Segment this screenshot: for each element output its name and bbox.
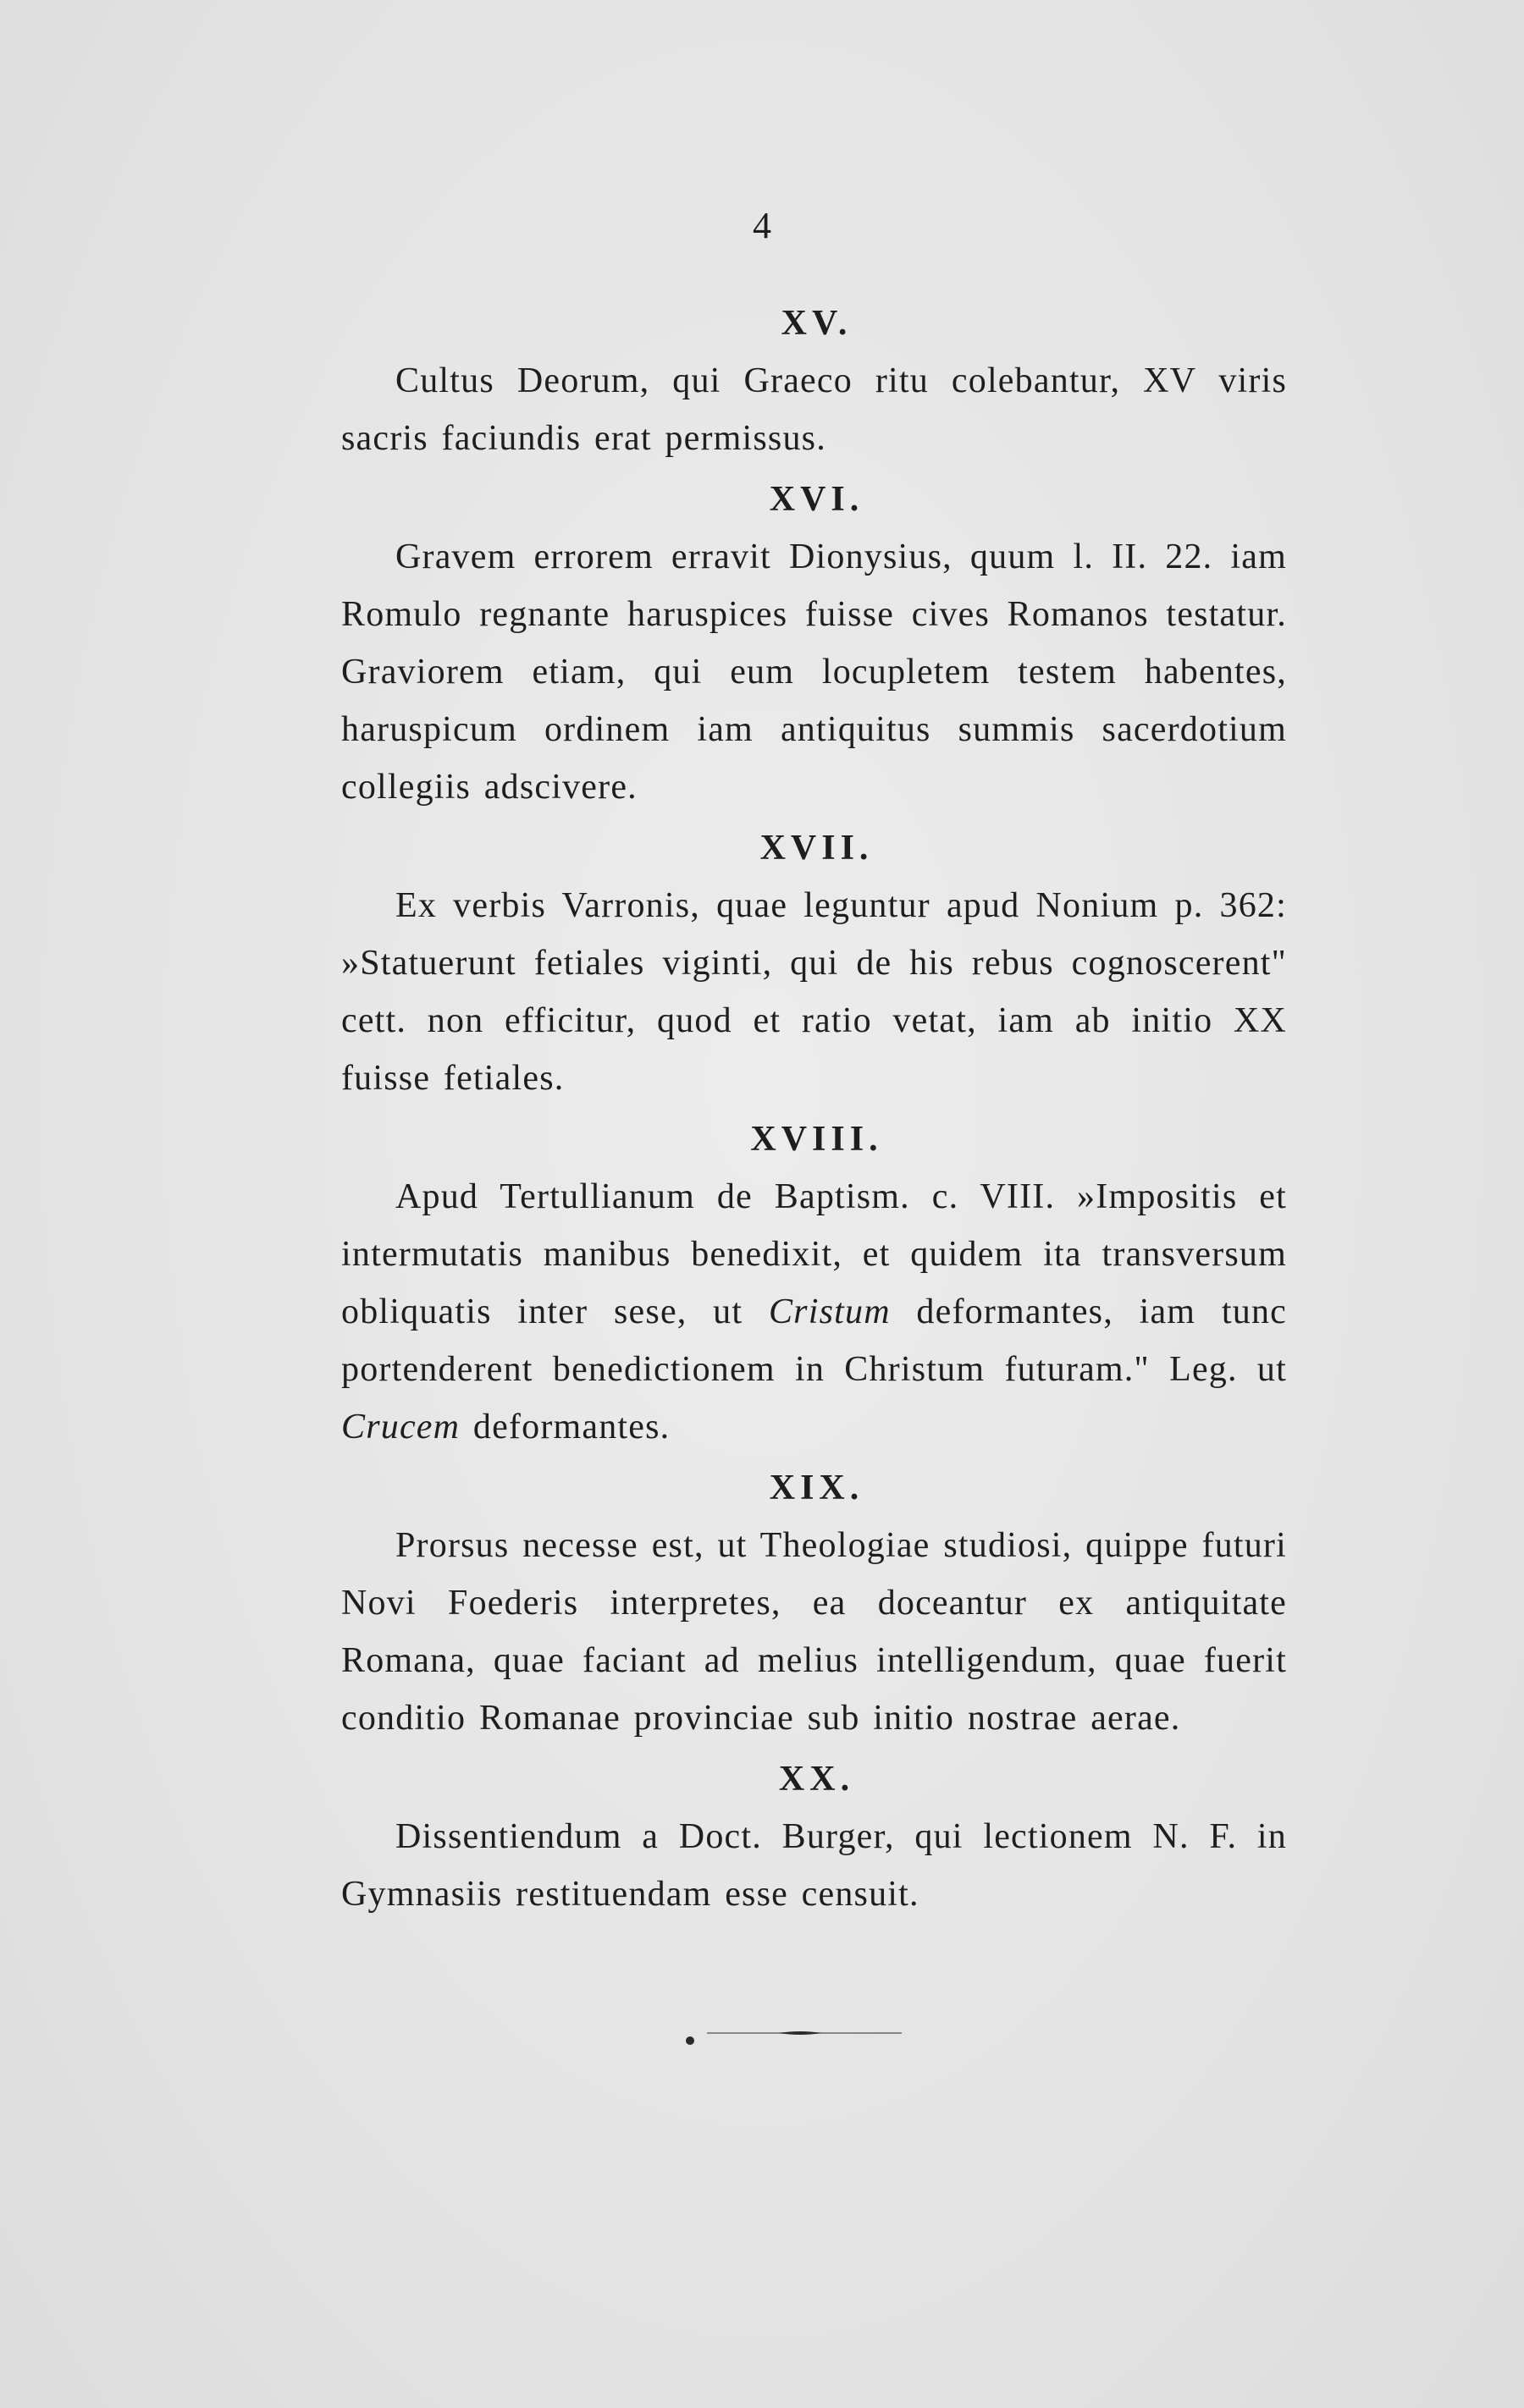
section-paragraph: Gravem errorem erravit Dionysius, quum l. II. 22. iam Romulo regnante haruspices fuisse cives Romanos testatur. Graviorem etiam, qui eum locupletem testem habentes, haruspicum ordinem iam antiquitus summis sacerdotium collegiis adscivere. xyxy=(341,537,1287,807)
bullet-mark xyxy=(686,2036,694,2045)
text-body xyxy=(341,298,1287,1930)
page-number: 4 xyxy=(753,205,771,246)
text-run: Apud Tertullianum de Baptism. c. VIII. »Impositis et intermutatis manibus benedixit, et quidem ita transversum obliquatis inter sese, ut xyxy=(341,1177,1287,1331)
section-xix xyxy=(341,1463,1287,1747)
italic-term-cristum: Cristum xyxy=(768,1292,891,1331)
section-xvi xyxy=(341,474,1287,816)
section-heading: XX. xyxy=(778,1760,855,1799)
section-heading: XIX. xyxy=(769,1468,864,1507)
section-xv xyxy=(341,298,1287,467)
text-run: deformantes. xyxy=(460,1408,671,1446)
section-heading: XVIII. xyxy=(750,1120,883,1159)
section-heading: XVI. xyxy=(769,480,864,519)
italic-term-crucem: Crucem xyxy=(341,1408,461,1446)
section-paragraph: Ex verbis Varronis, quae leguntur apud Nonium p. 362: »Statuerunt fetiales viginti, qui de his rebus cognoscerent" cett. non efficitur, quod et ratio vetat, iam ab initio XX fuisse fetiales. xyxy=(341,886,1287,1098)
section-heading: XV. xyxy=(781,304,853,343)
section-paragraph xyxy=(341,1168,1287,1456)
section-paragraph: Dissentiendum a Doct. Burger, qui lectionem N. F. in Gymnasiis restituendam esse censuit. xyxy=(341,1817,1287,1914)
section-paragraph: Cultus Deorum, qui Graeco ritu colebantur, XV viris sacris faciundis erat permissus. xyxy=(341,361,1287,458)
section-xviii xyxy=(341,1114,1287,1456)
section-heading: XVII. xyxy=(759,829,874,868)
end-rule-ornament xyxy=(707,2021,902,2072)
text-run: deformantes, iam tunc portenderent benedictionem in Christum futuram." Leg. ut xyxy=(341,1292,1287,1389)
section-xx xyxy=(341,1754,1287,1923)
section-xvii xyxy=(341,823,1287,1107)
section-paragraph: Prorsus necesse est, ut Theologiae studiosi, quippe futuri Novi Foederis interpretes, ea doceantur ex antiquitate Romana, quae faciant ad melius intelligendum, quae fuerit conditio Romanae provinciae sub initio nostrae aerae. xyxy=(341,1526,1287,1738)
